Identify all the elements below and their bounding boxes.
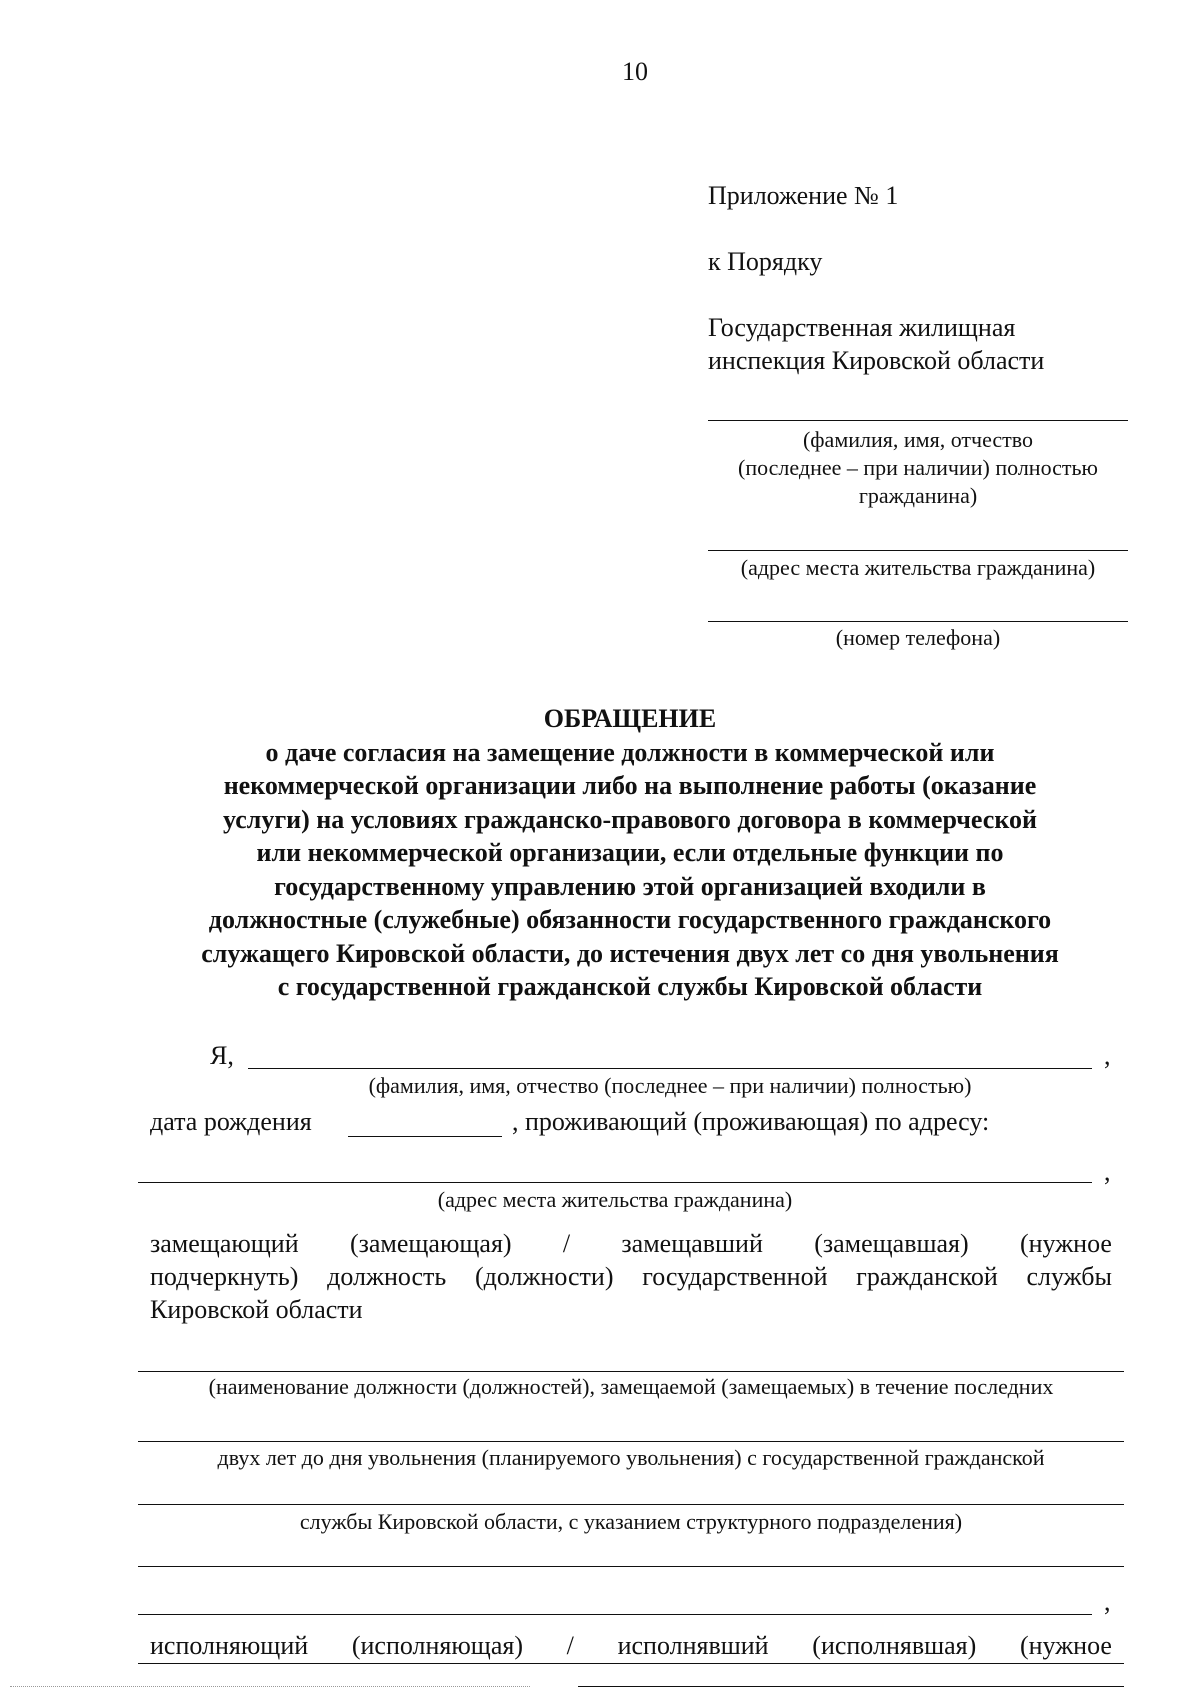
position-field-line-5: [138, 1614, 1092, 1615]
executing-word-2: (исполняющая): [351, 1631, 523, 1660]
position-word-2: (замещающая): [349, 1229, 512, 1258]
executing-line: [150, 1630, 1112, 1662]
executing-word-5: (исполнявшая): [812, 1631, 977, 1660]
phone-caption: (номер телефона): [835, 625, 1001, 650]
applicant-address-line: [138, 1182, 1092, 1183]
executing-word-4: исполнявший: [617, 1631, 769, 1660]
executing-underline: [138, 1663, 1124, 1664]
page-number: 10: [622, 57, 648, 86]
fio-caption-line1: (фамилия, имя, отчество: [802, 427, 1034, 452]
applicant-fio-caption: (фамилия, имя, отчество (последнее – при наличии) полностью): [368, 1073, 972, 1098]
address-field-line: [708, 550, 1128, 551]
position-word-6: (нужное: [1019, 1229, 1112, 1258]
position-field-line-3: [138, 1504, 1124, 1505]
cutoff-text-fragment: [10, 1686, 530, 1687]
phone-field-line: [708, 621, 1128, 622]
position-line1: [150, 1228, 1112, 1260]
position-field-line-4: [138, 1566, 1124, 1567]
applicant-address-caption: (адрес места жительства гражданина): [437, 1187, 793, 1212]
title-line-4: или некоммерческой организации, если отдельные функции по: [256, 838, 1004, 867]
title-heading: ОБРАЩЕНИЕ: [543, 704, 717, 733]
title-line-5: государственному управлению этой организацией входили в: [274, 871, 986, 901]
position-word-4: замещавший: [621, 1229, 763, 1258]
executing-word-6: (нужное: [1019, 1631, 1112, 1660]
address-caption: (адрес места жительства гражданина): [740, 555, 1096, 580]
position-caption-3: службы Кировской области, с указанием структурного подразделения): [299, 1509, 963, 1534]
position-word-3: /: [562, 1229, 571, 1258]
title-line-7: служащего Кировской области, до истечения двух лет со дня увольнения: [201, 938, 1059, 968]
position-word-5: (замещавшая): [814, 1229, 969, 1258]
fio-caption-line3: гражданина): [858, 483, 978, 508]
title-line-2: некоммерческой организации либо на выполнение работы (оказание: [223, 771, 1037, 800]
fio-field-line: [708, 420, 1128, 421]
executing-word-1: исполняющий: [150, 1631, 309, 1660]
executing-word-3: /: [566, 1631, 574, 1660]
dob-field-line: [348, 1136, 502, 1137]
fio-line-comma: ,: [1104, 1041, 1111, 1070]
position-line-comma: ,: [1104, 1587, 1111, 1616]
position-field-line-1: [138, 1371, 1124, 1372]
document-title: [150, 702, 1110, 1004]
to-order-label: к Порядку: [708, 247, 823, 276]
title-line-3: услуги) на условиях гражданско-правового договора в коммерческой: [223, 804, 1037, 834]
title-line-6: должностные (служебные) обязанности государственного гражданского: [208, 905, 1052, 934]
applicant-fio-line: [248, 1068, 1092, 1069]
position-line3: Кировской области: [150, 1295, 363, 1324]
address-line-comma: ,: [1104, 1157, 1111, 1186]
position-word-1: замещающий: [150, 1229, 299, 1258]
appendix-label: Приложение № 1: [708, 181, 899, 210]
position-caption-1: (наименование должности (должностей), замещаемой (замещаемых) в течение последних: [208, 1374, 1054, 1399]
title-line-8: с государственной гражданской службы Кировской области: [277, 972, 983, 1001]
fio-caption-line2: (последнее – при наличии) полностью: [738, 455, 1098, 480]
position-field-line-2: [138, 1441, 1124, 1442]
title-line-1: о даче согласия на замещение должности в коммерческой или: [265, 737, 995, 767]
dob-label: дата рождения: [150, 1107, 312, 1136]
addressee-line2: инспекция Кировской области: [708, 346, 1045, 375]
addressee-line1: Государственная жилищная: [708, 313, 1016, 342]
residing-text: , проживающий (проживающая) по адресу:: [512, 1107, 990, 1136]
cutoff-underline: [578, 1686, 1124, 1687]
ya-label: Я,: [210, 1041, 234, 1070]
position-caption-2: двух лет до дня увольнения (планируемого увольнения) с государственной гражданской: [217, 1445, 1045, 1470]
position-line2: подчеркнуть) должность (должности) государственной гражданской службы: [150, 1262, 1112, 1291]
